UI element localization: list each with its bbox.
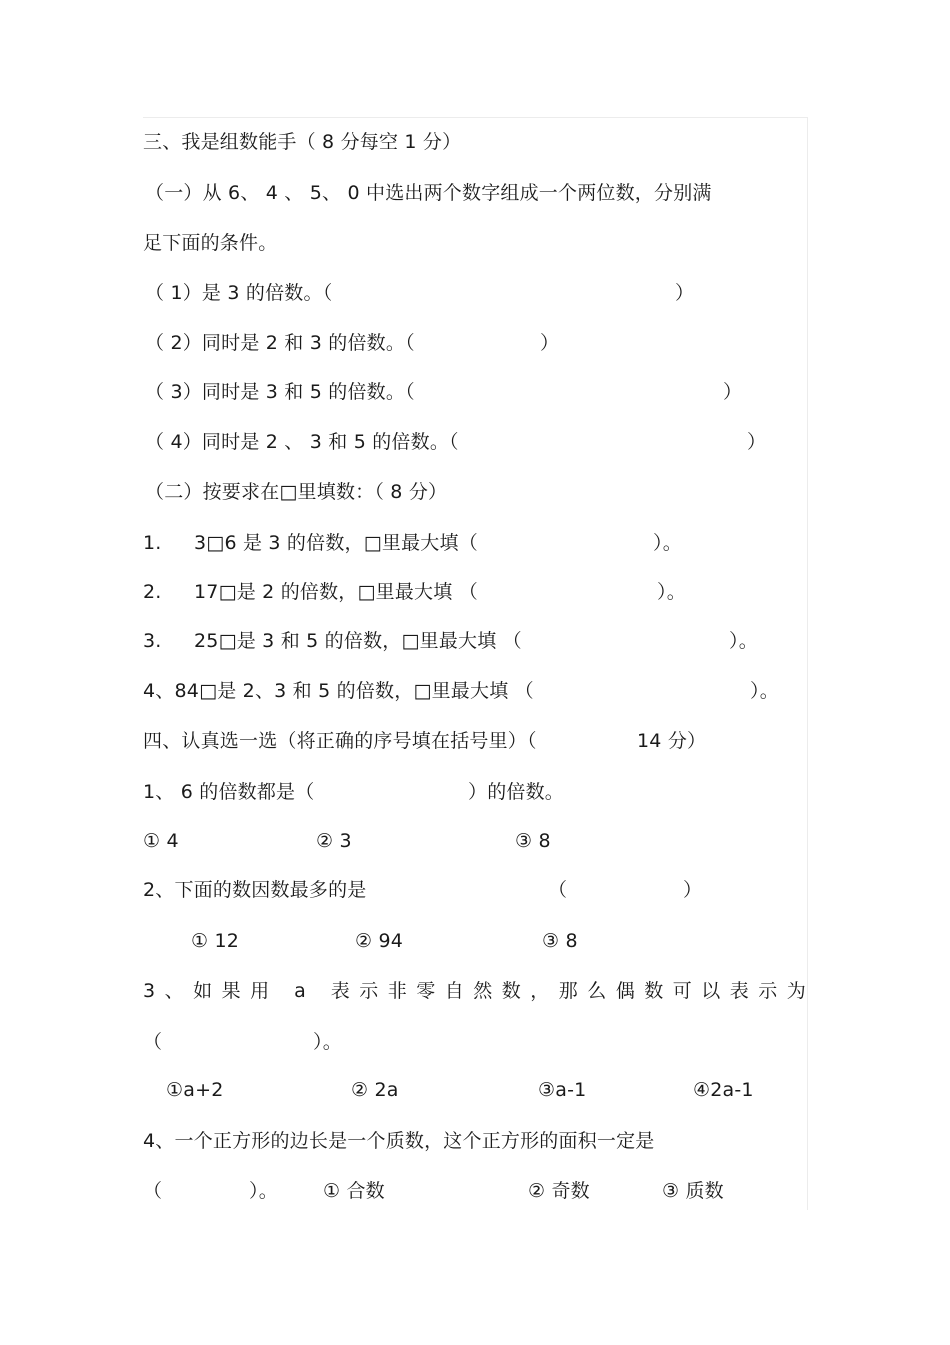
part1-item-3 (145, 377, 745, 407)
part2-item-2-text: 17□是 2 的倍数，□里最大填 （ (194, 581, 478, 603)
part2-item-2 (143, 577, 703, 607)
q3-options (166, 1075, 776, 1105)
q2-option-1: ① 12 (191, 930, 240, 952)
part2-item-4-close: ）。 (750, 680, 779, 702)
part1-item-1 (145, 278, 705, 308)
part1-intro-text1: （一）从 6、 4 、 5、 0 中选出两个数字组成一个两位数，分别满 (145, 182, 712, 204)
part2-item-3-text: 25□是 3 和 5 的倍数，□里最大填 （ (194, 630, 522, 652)
part2-title-line (145, 477, 565, 507)
q3-paren-open: （ (143, 1031, 163, 1053)
q1-close: ）的倍数。 (468, 781, 565, 803)
q1-option-2: ② 3 (316, 830, 352, 852)
q3-text: 3、如果用 a 表示非零自然数，那么偶数可以表示为 (143, 980, 816, 1002)
part1-intro-line1 (145, 178, 785, 208)
part1-item-2-text: （ 2）同时是 2 和 3 的倍数。（ (145, 332, 415, 354)
q4-paren-open: （ (143, 1180, 163, 1202)
part2-item-4-text: 4、84□是 2、3 和 5 的倍数，□里最大填 （ (143, 680, 534, 702)
q1-text: 1、 6 的倍数都是（ (143, 781, 315, 803)
q1-line (143, 777, 583, 807)
q1-options (143, 826, 603, 856)
q3-option-4: ④2a-1 (693, 1079, 754, 1101)
q4-option-3: ③ 质数 (662, 1180, 724, 1202)
part2-item-3-num: 3. (143, 630, 162, 652)
q2-option-2: ② 94 (355, 930, 404, 952)
q4-option-2: ② 奇数 (528, 1180, 590, 1202)
q2-line (143, 875, 713, 905)
part1-intro-line2 (143, 228, 443, 258)
part1-item-1-text: （ 1）是 3 的倍数。（ (145, 282, 333, 304)
q2-paren-close: ） (683, 879, 703, 901)
section4-title-line (143, 726, 723, 756)
q2-text: 2、下面的数因数最多的是 (143, 879, 367, 901)
part1-item-4-text: （ 4）同时是 2 、 3 和 5 的倍数。（ (145, 431, 459, 453)
q1-option-1: ① 4 (143, 830, 179, 852)
part1-item-4 (145, 427, 775, 457)
q4-paren-close: ）。 (249, 1180, 278, 1202)
q3-paren-close: ）。 (313, 1031, 342, 1053)
part1-intro-text2: 足下面的条件。 (143, 232, 278, 254)
part2-item-4 (143, 676, 793, 706)
part2-item-1 (143, 528, 703, 558)
part2-title: （二）按要求在□里填数：（ 8 分） (145, 481, 448, 503)
q1-option-3: ③ 8 (515, 830, 551, 852)
part1-item-4-close: ） (747, 431, 767, 453)
part1-item-2-close: ） (540, 332, 560, 354)
q4-options-line (143, 1176, 773, 1206)
q2-options (191, 926, 621, 956)
part2-item-1-num: 1. (143, 532, 162, 554)
q4-text: 4、一个正方形的边长是一个质数，这个正方形的面积一定是 (143, 1130, 655, 1152)
section3-title: 三、我是组数能手（ 8 分每空 1 分） (143, 131, 462, 153)
q4-option-1: ① 合数 (323, 1180, 385, 1202)
part2-item-2-close: ）。 (657, 581, 686, 603)
part1-item-2 (145, 328, 565, 358)
section3-title-line (143, 127, 643, 157)
part1-item-3-text: （ 3）同时是 3 和 5 的倍数。（ (145, 381, 415, 403)
part2-item-1-close: ）。 (653, 532, 682, 554)
part2-item-3 (143, 626, 773, 656)
section4-title: 四、认真选一选（将正确的序号填在括号里）（ (143, 730, 537, 752)
q3-option-2: ② 2a (351, 1079, 399, 1101)
q2-option-3: ③ 8 (542, 930, 578, 952)
part2-item-2-num: 2. (143, 581, 162, 603)
q2-paren-open: （ (548, 879, 568, 901)
part1-item-3-close: ） (723, 381, 743, 403)
part1-item-1-close: ） (675, 282, 695, 304)
q4-line (143, 1126, 763, 1156)
q3-line (143, 976, 816, 1006)
section4-title-score: 14 分） (637, 730, 707, 752)
q3-paren-line (143, 1027, 373, 1057)
part2-item-3-close: ）。 (729, 630, 758, 652)
q3-option-3: ③a-1 (538, 1079, 587, 1101)
part2-item-1-text: 3□6 是 3 的倍数，□里最大填（ (194, 532, 478, 554)
q3-option-1: ①a+2 (166, 1079, 224, 1101)
